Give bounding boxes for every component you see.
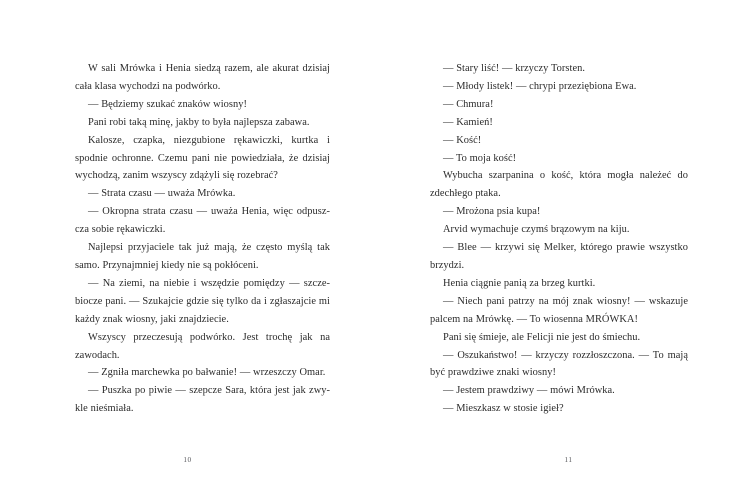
left-text-block: [75, 60, 330, 418]
paragraph: — Mieszkasz w stosie igieł?: [443, 403, 564, 415]
page-right: [375, 0, 750, 500]
paragraph: — Jestem prawdziwy — mówi Mrówka.: [443, 385, 615, 397]
page-number-left: 10: [183, 456, 192, 464]
paragraph: — To moja kość!: [443, 152, 517, 164]
paragraph: W sali Mrówka i Henia siedzą razem, ale akurat dzisiaj cała klasa wychodzi na podwórko.: [75, 63, 330, 92]
right-text-block: [430, 60, 688, 418]
paragraph: — Okropna strata czasu — uważa Henia, więc odpuszcza sobie rękawiczki.: [75, 206, 330, 236]
paragraph: — Niech pani patrzy na mój znak wiosny! — wskazuje palcem na Mrówkę. — To wiosenna MRÓWKA!: [430, 295, 688, 325]
paragraph: — Mrożona psia kupa!: [443, 206, 541, 218]
paragraph: — Strata czasu — uważa Mrówka.: [88, 188, 236, 200]
paragraph: Najlepsi przyjaciele tak już mają, że często myślą tak samo. Przynajmniej kiedy nie są pokłóceni.: [75, 242, 330, 271]
paragraph: — Chmura!: [443, 98, 494, 110]
paragraph: — Kamień!: [443, 116, 493, 128]
paragraph: — Będziemy szukać znaków wiosny!: [88, 98, 247, 110]
paragraph: — Na ziemi, na niebie i wszędzie pomiędzy — szczebiocze pani. — Szukajcie gdzie się tylko da i zgłaszajcie mi każdy znak wiosny, jaki znajdziecie.: [75, 277, 330, 325]
paragraph: — Młody listek! — chrypi przeziębiona Ewa.: [443, 80, 637, 92]
paragraph: — Zgniła marchewka po bałwanie! — wrzeszczy Omar.: [88, 367, 326, 379]
paragraph: Arvid wymachuje czymś brązowym na kiju.: [443, 224, 630, 236]
paragraph: Pani się śmieje, ale Felicji nie jest do śmiechu.: [443, 331, 641, 343]
page-number-right: 11: [564, 456, 573, 464]
paragraph: — Puszka po piwie — szepcze Sara, która jest jak zwykle nieśmiała.: [75, 385, 330, 415]
paragraph: — Kość!: [443, 134, 482, 146]
paragraph: — Stary liść! — krzyczy Torsten.: [443, 63, 585, 74]
paragraph: — Blee — krzywi się Melker, którego prawie wszystko brzydzi.: [430, 242, 688, 271]
paragraph: — Oszukaństwo! — krzyczy rozzłoszczona. — To mają być prawdziwe znaki wiosny!: [430, 349, 688, 379]
paragraph: Wszyscy przeczesują podwórko. Jest trochę jak na zawodach.: [75, 331, 330, 361]
paragraph: Kalosze, czapka, niezgubione rękawiczki, kurtka i spodnie ochronne. Czemu pani nie powiedziała, że dzisiaj wychodzą, zanim wszyscy zdążyli się rozebrać?: [75, 134, 330, 182]
paragraph: Pani robi taką minę, jakby to była najlepsza zabawa.: [88, 116, 310, 128]
paragraph: Wybucha szarpanina o kość, która mogła należeć do zdechłego ptaka.: [430, 170, 688, 200]
paragraph: Henia ciągnie panią za brzeg kurtki.: [443, 277, 596, 289]
